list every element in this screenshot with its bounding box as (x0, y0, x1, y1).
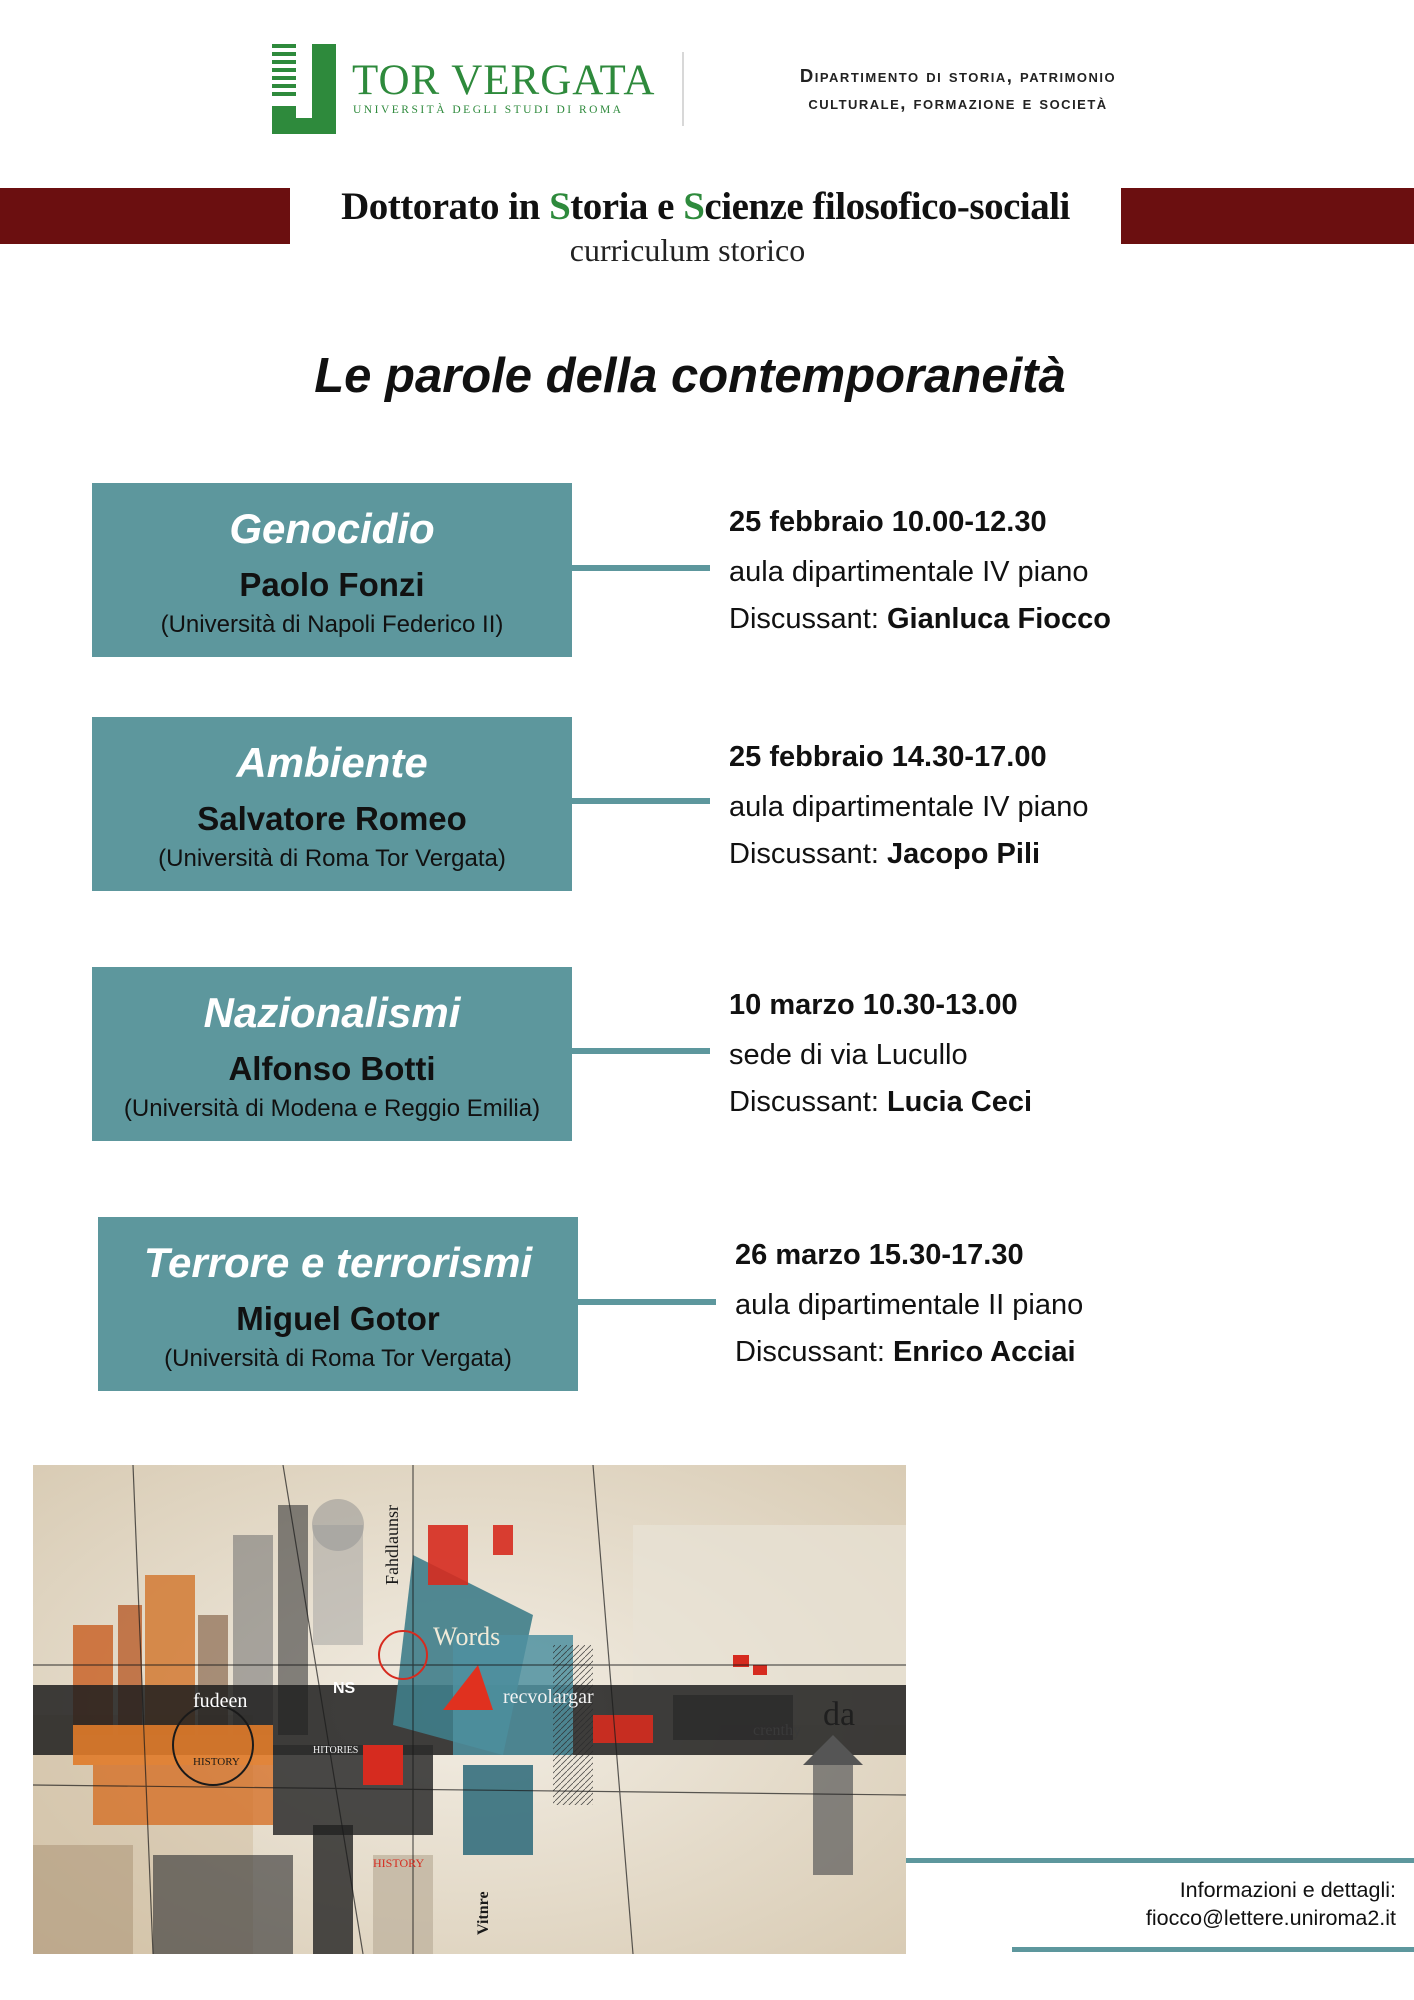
event-speaker: Salvatore Romeo (197, 800, 467, 837)
department-line-2: culturale, formazione e società (808, 92, 1108, 113)
event-date: 26 marzo 15.30-17.30 (735, 1239, 1024, 1271)
event-speaker: Alfonso Botti (228, 1050, 436, 1087)
collage-text: crenthy (753, 1722, 801, 1739)
band-left (0, 188, 290, 244)
event-speaker: Miguel Gotor (236, 1300, 440, 1337)
event-discussant: Discussant: Gianluca Fiocco (729, 603, 1111, 635)
collage-text: recvolargar (503, 1686, 594, 1708)
collage-text: Fahdlaunsr (382, 1505, 402, 1585)
department-line-1: Dipartimento di storia, patrimonio (799, 65, 1117, 86)
curriculum-subtitle: curriculum storico (569, 232, 806, 268)
event-venue: aula dipartimentale II piano (735, 1289, 1084, 1321)
event-venue: sede di via Lucullo (729, 1039, 968, 1071)
event-affiliation: (Università di Roma Tor Vergata) (164, 1345, 512, 1372)
event-connector (572, 1048, 710, 1054)
event-venue: aula dipartimentale IV piano (729, 556, 1089, 588)
event-discussant: Discussant: Enrico Acciai (735, 1336, 1076, 1368)
event-venue: aula dipartimentale IV piano (729, 791, 1089, 823)
event-card (92, 717, 572, 891)
collage-text: da (823, 1696, 856, 1733)
university-subtitle: UNIVERSITÀ DEGLI STUDI DI ROMA (353, 104, 624, 116)
event-topic: Terrore e terrorismi (143, 1239, 533, 1286)
event-affiliation: (Università di Napoli Federico II) (160, 611, 504, 638)
collage-text: Words (433, 1622, 501, 1651)
event-connector (572, 565, 710, 571)
event-card (92, 967, 572, 1141)
contact-email[interactable]: fiocco@lettere.uniroma2.it (1145, 1906, 1396, 1930)
collage-text: HISTORY (193, 1756, 240, 1768)
event-date: 25 febbraio 10.00-12.30 (729, 506, 1047, 538)
event-affiliation: (Università di Roma Tor Vergata) (158, 845, 506, 872)
event-date: 10 marzo 10.30-13.00 (729, 989, 1018, 1021)
footer-rule-top (906, 1858, 1414, 1863)
abstract-collage-image (33, 1465, 906, 1954)
footer-rule-bottom (1012, 1947, 1414, 1952)
university-logo-icon (272, 44, 336, 134)
event-date: 25 febbraio 14.30-17.00 (729, 741, 1047, 773)
department-name (708, 62, 1208, 116)
band-right (1121, 188, 1414, 244)
collage-text: fudeen (193, 1690, 248, 1712)
event-discussant: Discussant: Jacopo Pili (729, 838, 1041, 870)
header-divider (682, 52, 684, 126)
event-card (98, 1217, 578, 1391)
university-name: TOR VERGATA (352, 57, 656, 104)
event-topic: Nazionalismi (203, 989, 461, 1036)
event-connector (578, 1299, 716, 1305)
page-title: Le parole della contemporaneità (314, 349, 1066, 403)
event-speaker: Paolo Fonzi (239, 566, 425, 603)
collage-text: HITORIES (313, 1745, 359, 1756)
program-title: Dottorato in Storia e Scienze filosofico-sociali (341, 185, 1070, 228)
event-card (92, 483, 572, 657)
event-discussant: Discussant: Lucia Ceci (729, 1086, 1033, 1118)
collage-text: Vitnre (475, 1891, 492, 1935)
contact-info (1040, 1876, 1396, 1932)
collage-text: HISTORY (373, 1856, 425, 1870)
contact-label: Informazioni e dettagli: (1179, 1878, 1396, 1902)
event-topic: Ambiente (236, 739, 428, 786)
event-affiliation: (Università di Modena e Reggio Emilia) (123, 1095, 541, 1122)
event-connector (572, 798, 710, 804)
event-topic: Genocidio (229, 505, 435, 552)
collage-text: NS (333, 1680, 356, 1697)
